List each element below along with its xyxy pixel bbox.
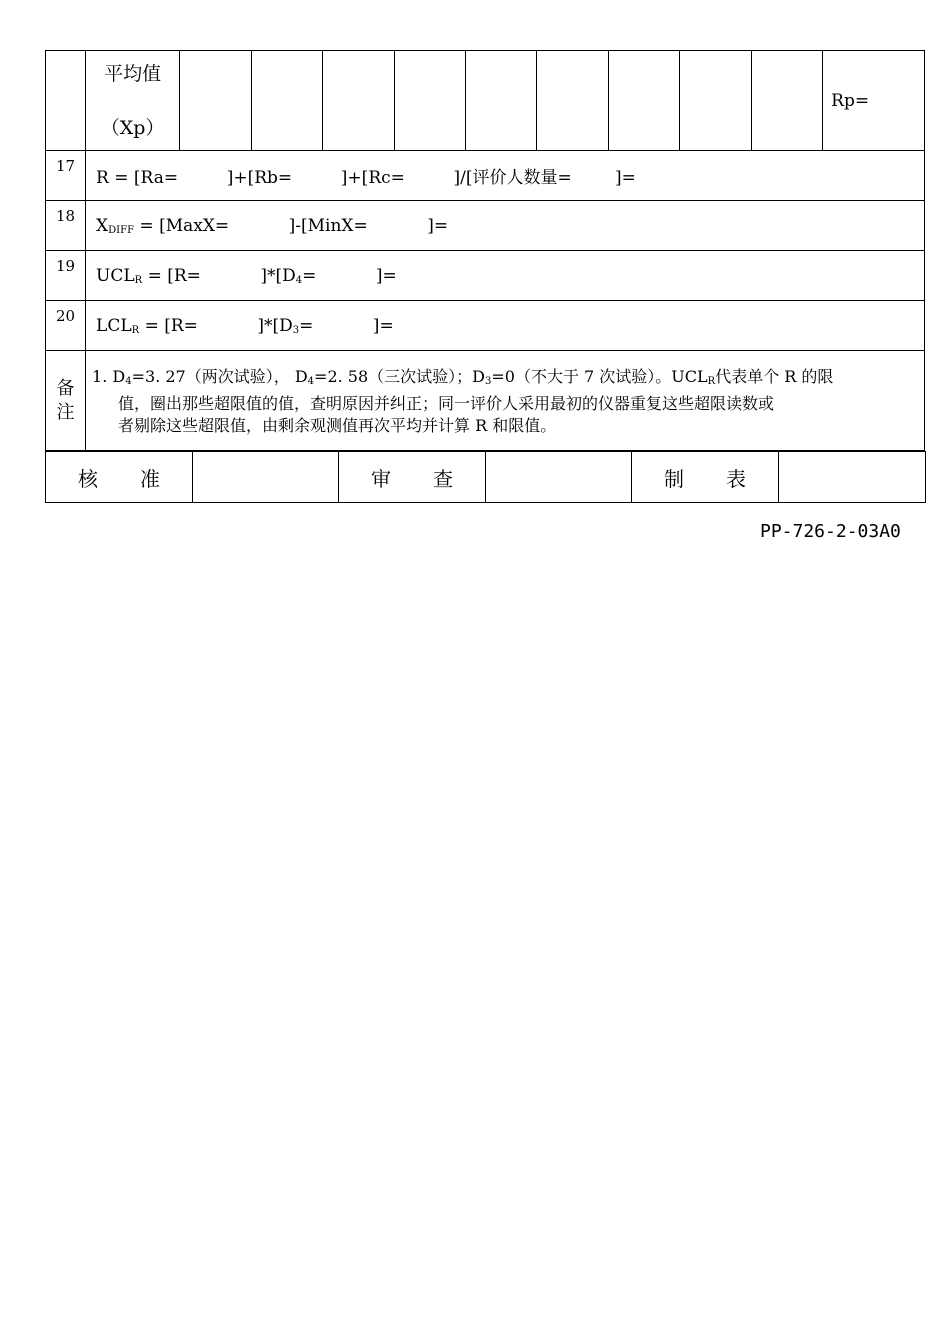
formula-r[interactable]: [86, 151, 925, 201]
formula-lclr-text1: = [R= ]*[D: [139, 315, 293, 336]
form-sheet: [45, 50, 925, 503]
prepare-field[interactable]: [779, 452, 926, 503]
remarks-row: [46, 351, 925, 451]
formula-r-text: R = [Ra= ]+[Rb= ]+[Rc= ]/[评价人数量= ]=: [96, 168, 636, 188]
remarks-heading-char2: 注: [56, 401, 75, 423]
row-number: 19: [46, 251, 86, 301]
formula-lclr[interactable]: [86, 301, 925, 351]
prepare-label: 制 表: [632, 452, 779, 503]
formula-uclr-text2: = ]=: [302, 265, 397, 286]
average-label-line1: 平均值: [104, 62, 162, 85]
avg-cell[interactable]: [537, 51, 608, 151]
xdiff-subscript: DIFF: [108, 224, 135, 236]
row-number: 18: [46, 201, 86, 251]
avg-cell[interactable]: [751, 51, 822, 151]
avg-cell[interactable]: [180, 51, 251, 151]
d3-subscript: 3: [292, 324, 300, 336]
document-code: PP-726-2-03A0: [760, 521, 901, 542]
remark-line1: 1. $D_4=3$. 27（两次试验）， $D_4=2$. 58（三次试验）；$D_3=0$（不大于 7 次试验）。$UCL_R$代表单个 R 的限: [92, 366, 834, 387]
remark-line2: 值，圈出那些超限值的值，查明原因并纠正；同一评价人采用最初的仪器重复这些超限读数或: [118, 393, 775, 413]
row-18: [46, 201, 925, 251]
remarks-text: [86, 351, 925, 451]
remarks-heading-char1: 备: [56, 377, 75, 399]
remarks-heading: [46, 351, 86, 451]
review-field[interactable]: [486, 452, 632, 503]
formula-uclr-text1: = [R= ]*[D: [142, 265, 296, 286]
d4-subscript: 4: [295, 274, 303, 286]
avg-cell[interactable]: [608, 51, 679, 151]
xdiff-symbol: X: [96, 215, 109, 236]
approve-field[interactable]: [193, 452, 339, 503]
rp-cell[interactable]: Rp=: [823, 51, 925, 151]
remark-line3: 者剔除这些超限值，由剩余观测值再次平均并计算 R 和限值。: [118, 415, 557, 435]
avg-cell[interactable]: [251, 51, 322, 151]
uclr-subscript: R: [134, 274, 143, 286]
signature-table: [45, 451, 926, 503]
avg-row-num: [46, 51, 86, 151]
average-label: [86, 51, 180, 151]
average-row: [46, 51, 925, 151]
lclr-symbol: LCL: [96, 315, 132, 336]
avg-cell[interactable]: [394, 51, 465, 151]
avg-cell[interactable]: [680, 51, 751, 151]
msa-range-table: [45, 50, 925, 451]
row-number: 17: [46, 151, 86, 201]
formula-uclr[interactable]: [86, 251, 925, 301]
uclr-symbol: UCL: [96, 265, 135, 286]
avg-cell[interactable]: [465, 51, 536, 151]
review-label: 审 查: [339, 452, 486, 503]
formula-xdiff[interactable]: [86, 201, 925, 251]
row-19: [46, 251, 925, 301]
approve-label: 核 准: [46, 452, 193, 503]
row-17: [46, 151, 925, 201]
formula-xdiff-text: = [MaxX= ]-[MinX= ]=: [134, 215, 449, 236]
lclr-subscript: R: [131, 324, 140, 336]
formula-lclr-text2: = ]=: [299, 315, 394, 336]
average-label-line2: （Xp）: [100, 116, 165, 139]
avg-cell[interactable]: [323, 51, 394, 151]
row-20: [46, 301, 925, 351]
row-number: 20: [46, 301, 86, 351]
